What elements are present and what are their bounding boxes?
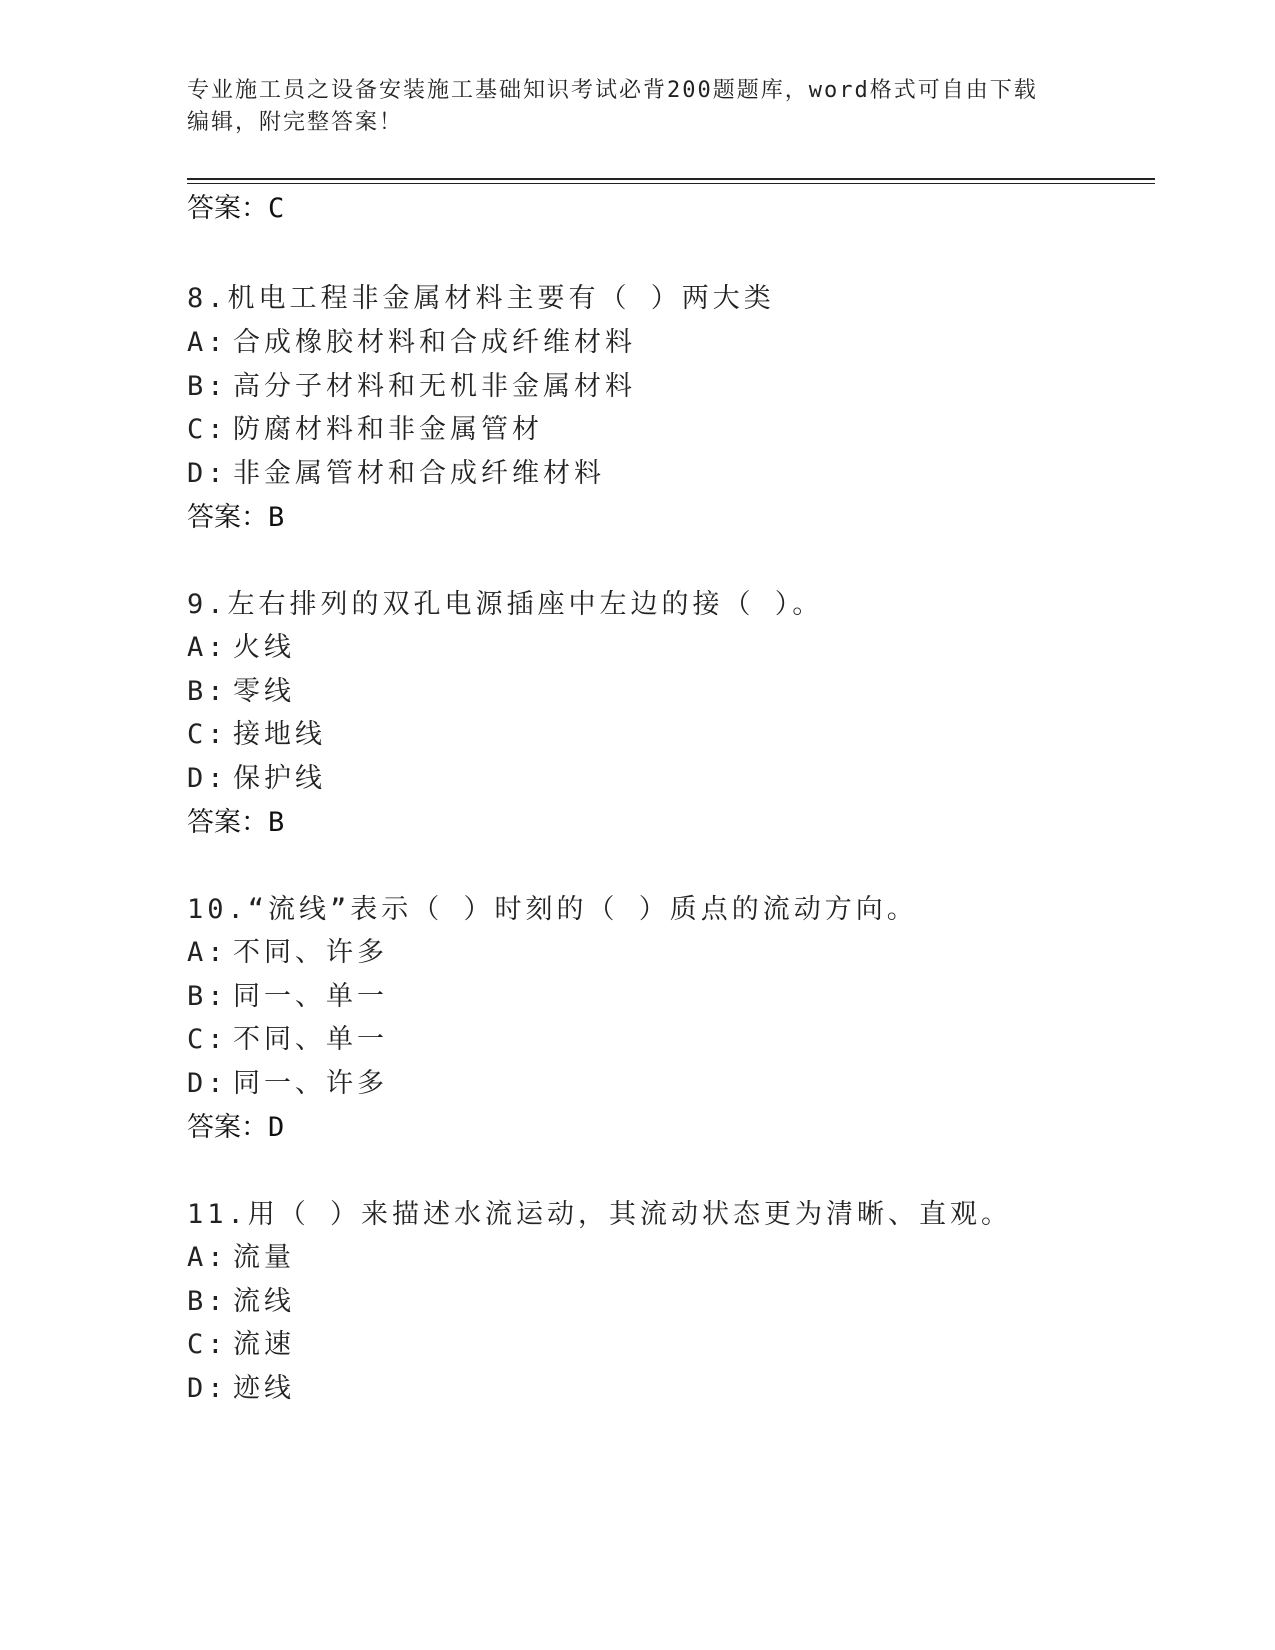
option-letter: C: [187,1329,228,1360]
option-letter: D: [187,458,228,489]
option-letter: D: [187,1068,228,1099]
option-text: 非金属管材和合成纤维材料 [233,458,605,489]
question-8-option-a [187,326,636,360]
answer-value: C [268,193,285,224]
question-11-option-b [187,1285,295,1319]
option-letter: B: [187,371,228,402]
option-text: 合成橡胶材料和合成纤维材料 [233,327,636,358]
option-letter: A: [187,327,228,358]
question-8-option-d [187,457,605,491]
option-letter: D: [187,1373,228,1404]
option-letter: A: [187,632,228,663]
option-letter: A: [187,1242,228,1273]
answer-prefix: 答案： [187,807,268,838]
option-text: 不同、许多 [233,937,388,968]
question-10-option-d [187,1067,388,1101]
question-10-option-c [187,1023,388,1057]
option-text: 不同、单一 [233,1024,388,1055]
question-11-option-d [187,1372,295,1406]
option-letter: A: [187,937,228,968]
option-text: 同一、许多 [233,1068,388,1099]
question-11-stem: 11.用（ ）来描述水流运动，其流动状态更为清晰、直观。 [187,1199,1013,1230]
question-9-option-d [187,762,326,796]
answer-prefix: 答案： [187,502,268,533]
option-letter: B: [187,676,228,707]
option-text: 高分子材料和无机非金属材料 [233,371,636,402]
question-10-option-b [187,980,388,1014]
header-line-2: 编辑，附完整答案！ [187,110,404,135]
option-text: 防腐材料和非金属管材 [233,414,543,445]
answer-value: B [268,807,285,838]
header-divider-thick [187,178,1155,180]
question-8-option-b [187,370,636,404]
question-8-stem: 8.机电工程非金属材料主要有（ ）两大类 [187,283,775,314]
option-letter: C: [187,1024,228,1055]
header-line-1: 专业施工员之设备安装施工基础知识考试必背200题题库，word格式可自由下载 [187,78,1038,103]
option-text: 流量 [233,1242,295,1273]
option-letter: B: [187,1286,228,1317]
option-letter: B: [187,981,228,1012]
question-11-option-c [187,1328,295,1362]
question-8-option-c [187,413,543,447]
question-9-option-b [187,675,295,709]
option-letter: C: [187,414,228,445]
question-8-answer [187,501,284,535]
option-text: 保护线 [233,763,326,794]
option-text: 迹线 [233,1373,295,1404]
option-text: 同一、单一 [233,981,388,1012]
option-letter: C: [187,719,228,750]
answer-value: B [268,502,285,533]
answer-line-prev [187,192,284,226]
question-10-answer [187,1111,284,1145]
option-text: 流速 [233,1329,295,1360]
answer-prefix: 答案： [187,1112,268,1143]
question-9-stem: 9.左右排列的双孔电源插座中左边的接（ ）。 [187,589,824,620]
question-10-stem: 10.“流线”表示（ ）时刻的（ ）质点的流动方向。 [187,894,918,925]
answer-prefix: 答案： [187,193,268,224]
option-text: 火线 [233,632,295,663]
option-text: 接地线 [233,719,326,750]
option-text: 零线 [233,676,295,707]
document-header [187,75,1087,139]
option-text: 流线 [233,1286,295,1317]
header-divider-thin [187,183,1155,184]
question-11-option-a [187,1241,295,1275]
answer-value: D [268,1112,285,1143]
question-10-option-a [187,936,388,970]
question-9-option-c [187,718,326,752]
question-9-option-a [187,631,295,665]
option-letter: D: [187,763,228,794]
question-9-answer [187,806,284,840]
